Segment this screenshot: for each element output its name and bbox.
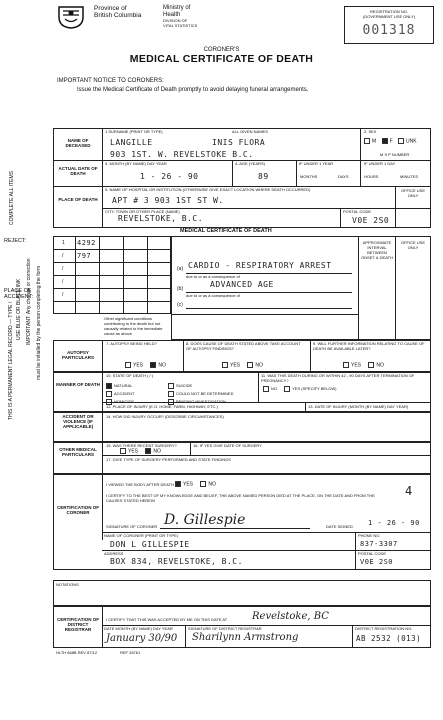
- interval-label: APPROXIMATE INTERVAL BETWEEN ONSET & DEATH: [361, 240, 393, 260]
- manner-undetermined: COULD NOT BE DETERMINED: [176, 391, 234, 396]
- manner-natural: NATURAL: [114, 383, 133, 388]
- registrar-signature: Sharilynn Armstrong: [192, 632, 299, 643]
- district-reg-label: DISTRICT REGISTRATION NO.: [355, 626, 413, 631]
- code-2: 797: [77, 252, 92, 260]
- day-mark: 4: [405, 484, 413, 498]
- line-b-num: (b): [177, 286, 184, 292]
- due-to-1: due to or as a consequence of: [186, 274, 240, 279]
- place-section-label: PLACE OF DEATH: [58, 197, 98, 202]
- notice-text: Issue the Medical Certificate of Death promptly to avoid delaying funeral arrangements.: [77, 87, 309, 93]
- q15-yes: YES: [128, 448, 139, 455]
- q8-no: NO: [255, 362, 263, 369]
- manner-section-label: MANNER OF DEATH: [56, 382, 100, 387]
- reg-no-note: (GOVERNMENT USE ONLY): [362, 14, 416, 19]
- office-use-label: OFFICE USE ONLY: [400, 188, 425, 198]
- registration-number-box: [344, 6, 434, 44]
- postal-label: POSTAL CODE: [343, 209, 372, 214]
- other-section-label: OTHER MEDICAL PARTICULARS: [59, 447, 97, 457]
- ministry-line4: VITAL STATISTICS: [163, 23, 198, 28]
- q11-yes: YES (SPECIFY BELOW): [292, 386, 337, 392]
- q9-no: NO: [376, 362, 384, 369]
- q17-label: 17. GIVE TYPE OF SURGERY PERFORMED AND STATE FINDINGS: [106, 457, 231, 462]
- ministry-line3: DIVISION OF: [163, 18, 188, 23]
- reg-no-label: REGISTRATION NO.: [370, 9, 408, 14]
- q14-label: 14. HOW DID INJURY OCCUR? (DESCRIBE CIRCUMSTANCES): [106, 414, 224, 419]
- manner-accident: ACCIDENT: [114, 391, 135, 396]
- q9-yes: YES: [351, 362, 362, 369]
- given-names-label: ALL GIVEN NAMES: [232, 129, 268, 134]
- cause-section-title: MEDICAL CERTIFICATE OF DEATH: [180, 228, 272, 234]
- sex-m: M: [372, 138, 377, 145]
- q11-label: 11. WAS THIS DEATH DURING OR WITHIN 42 - 90 DAYS AFTER TERMINATION OF PREGNANCY?: [261, 373, 415, 383]
- side-important-change: IMPORTANT: Any change or correction: [26, 258, 32, 345]
- side-use-ink: USE BLUE OR BLACK INK: [16, 278, 22, 340]
- phone-label: PHONE NO.: [358, 533, 381, 538]
- coroner-name-label: NAME OF CORONER (PRINT OR TYPE): [104, 533, 179, 538]
- city-value: REVELSTOKE, B.C.: [118, 214, 204, 223]
- under-1-year-label: IF UNDER 1 YEAR: [299, 161, 334, 166]
- sex-label: 2. SEX: [364, 129, 377, 134]
- office-use-cause: OFFICE USE ONLY: [400, 240, 425, 250]
- sex-options: [364, 138, 417, 144]
- dod-section-label: ACTUAL DATE OF DEATH: [58, 166, 98, 176]
- coroner-postal-label: POSTAL CODE: [358, 551, 387, 556]
- accident-section-label: ACCIDENT OR VIOLENCE (IF APPLICABLE): [62, 414, 94, 429]
- manner-homicide: HOMICIDE: [114, 399, 134, 404]
- side-reject: REJECT:: [4, 238, 27, 244]
- q8-label: 8. DOES CAUSE OF DEATH STATED ABOVE TAKE ACCOUNT OF AUTOPSY FINDINGS?: [186, 341, 301, 351]
- viewed-body-label: I VIEWED THE BODY AFTER DEATH: [106, 482, 174, 487]
- months-label: MONTHS: [300, 174, 318, 179]
- reg-no-value: 001318: [362, 23, 416, 38]
- minutes-label: MINUTES: [400, 174, 418, 179]
- coroners-label: CORONER'S: [203, 47, 240, 53]
- dod-value: 1 - 26 - 90: [140, 172, 199, 181]
- age-label: 4. AGE (YEARS): [235, 161, 266, 166]
- msp-label: M S P NUMBER: [380, 152, 410, 157]
- notations-section: [53, 580, 431, 606]
- province-line1: Province of: [94, 5, 127, 12]
- coroner-name-value: DON L GILLESPIE: [110, 540, 190, 549]
- phone-value: 837-3307: [360, 540, 398, 548]
- viewed-yes: YES: [183, 481, 194, 488]
- coroner-sig-label: SIGNATURE OF CORONER: [106, 524, 158, 529]
- coroner-section-label: CERTIFICATION OF CORONER: [57, 505, 99, 515]
- q15-no: NO: [153, 448, 161, 455]
- q11-no: NO: [271, 386, 277, 392]
- side-complete-all: COMPLETE ALL ITEMS: [9, 171, 15, 225]
- form-title: MEDICAL CERTIFICATE OF DEATH: [129, 53, 314, 65]
- ministry-line1: Ministry of: [163, 5, 191, 11]
- q12-label: 12. PLACE OF INJURY (E.G. HOME, FARM, HIGHWAY, ETC.): [106, 404, 218, 409]
- sex-f: F: [389, 138, 393, 145]
- place-value: APT # 3 903 1ST ST W.: [112, 196, 224, 205]
- registrar-section-label: CERTIFICATION OF DISTRICT REGISTRAR: [57, 617, 99, 632]
- province-line2: British Columbia: [94, 12, 142, 19]
- q15-label: 15. WAS THERE RECENT SURGERY?: [106, 443, 177, 448]
- registrar-date: January 30/90: [106, 633, 178, 644]
- sex-unk: UNK: [406, 138, 417, 145]
- certify-statement: I CERTIFY TO THE BEST OF MY KNOWLEDGE AND BELIEF, THE ABOVE NAMED PERSON DIED AT THE PLACE, ON THE DATE AND FROM THE CAUSES STATED HEREIN: [106, 493, 375, 503]
- q7-no: NO: [158, 362, 166, 369]
- registrar-date-label: DATE MONTH (BY NAME) DAY YEAR: [104, 626, 173, 631]
- registrar-certify: I CERTIFY THAT THIS WAS ACCEPTED BY ME ON THIS DATE AT: [106, 617, 228, 622]
- deceased-surname: LANGILLE: [110, 138, 153, 147]
- coroner-signature: D. Gillespie: [164, 512, 246, 528]
- q7-label: 7. AUTOPSY BEING HELD?: [106, 341, 157, 346]
- coroner-address-label: ADDRESS: [104, 551, 124, 556]
- surname-label: 1 SURNAME (PRINT OR TYPE): [105, 129, 163, 134]
- postal-value: V0E 2S0: [352, 216, 390, 225]
- q16-label: 16. IF YES GIVE DATE OF SURGERY: [193, 443, 262, 448]
- manner-suicide: SUICIDE: [176, 383, 193, 388]
- side-place-of-accident: PLACE OF ACCIDENT:: [4, 288, 34, 300]
- form-number: HLTH 668B REV 87/12: [56, 650, 98, 655]
- due-to-2: due to or as a consequence of: [186, 293, 240, 298]
- dod-label: 3. MONTH (BY NAME) DAY YEAR: [105, 161, 167, 166]
- q8-yes: YES: [230, 362, 241, 369]
- q9-label: 9. WILL FURTHER INFORMATION RELATING TO CAUSE OF DEATH BE AVAILABLE LATER?: [313, 341, 425, 351]
- deceased-section-label: NAME OF DECEASED: [65, 138, 91, 148]
- district-reg-value: AB 2532 (013): [356, 634, 422, 643]
- side-permanent-record: THIS IS A PERMANENT LEGAL RECORD — TYPE /: [8, 301, 14, 420]
- days-label: DAYS: [338, 174, 349, 179]
- coroner-address-value: BOX 834, REVELSTOKE, B.C.: [110, 557, 243, 566]
- deceased-given-names: INIS FLORA: [212, 138, 266, 147]
- q13-label: 13. DATE OF INJURY (MONTH (BY NAME) DAY YEAR): [308, 404, 409, 409]
- notice-label: IMPORTANT NOTICE TO CORONERS:: [57, 78, 164, 84]
- age-value: 89: [258, 172, 269, 181]
- registrar-sig-label: SIGNATURE OF DISTRICT REGISTRAR: [188, 626, 262, 631]
- q10-label: 10. STATE OF DEATH (✓): [106, 373, 154, 378]
- date-signed-value: 1 - 26 - 90: [368, 519, 420, 527]
- cause-line-a: CARDIO - RESPIRATORY ARREST: [188, 261, 332, 270]
- registrar-place: Revelstoke, BC: [252, 611, 329, 622]
- manner-pending: PENDING INVESTIGATION: [176, 399, 226, 404]
- autopsy-section-label: AUTOPSY PARTICULARS: [62, 350, 94, 360]
- date-signed-label: DATE SIGNED: [326, 524, 353, 529]
- line-a-num: (a): [177, 266, 184, 272]
- bc-crest-logo: [57, 5, 85, 29]
- hours-label: HOURS: [364, 174, 379, 179]
- viewed-no: NO: [208, 481, 216, 488]
- q7-yes: YES: [133, 362, 144, 369]
- side-must-be-initialed: must be initialled by the person completing the form: [36, 265, 42, 380]
- place-label: 5. NAME OF HOSPITAL OR INSTITUTION (OTHERWISE GIVE EXACT LOCATION WHERE DEATH OCCURRED): [105, 187, 311, 192]
- city-label: CITY, TOWN OR OTHER PLACE (NAME): [105, 209, 180, 214]
- cause-line-b: ADVANCED AGE: [210, 280, 274, 289]
- other-conditions-label: Other significant conditions contributing to the death but not causally related to the immediate cause as above: [104, 316, 163, 336]
- deceased-address: 903 1ST. W. REVELSTOKE B.C.: [110, 150, 254, 159]
- ministry-line2: Health: [163, 11, 181, 18]
- code-1: 4292: [77, 239, 96, 247]
- line-c-num: (c): [177, 302, 183, 308]
- notations-label: NOTATIONS: [56, 582, 79, 587]
- under-1-day-label: IF UNDER 1 DAY: [364, 161, 396, 166]
- form-ref: REF 28761: [120, 650, 141, 655]
- coroner-postal-value: V0E 2S0: [360, 558, 394, 566]
